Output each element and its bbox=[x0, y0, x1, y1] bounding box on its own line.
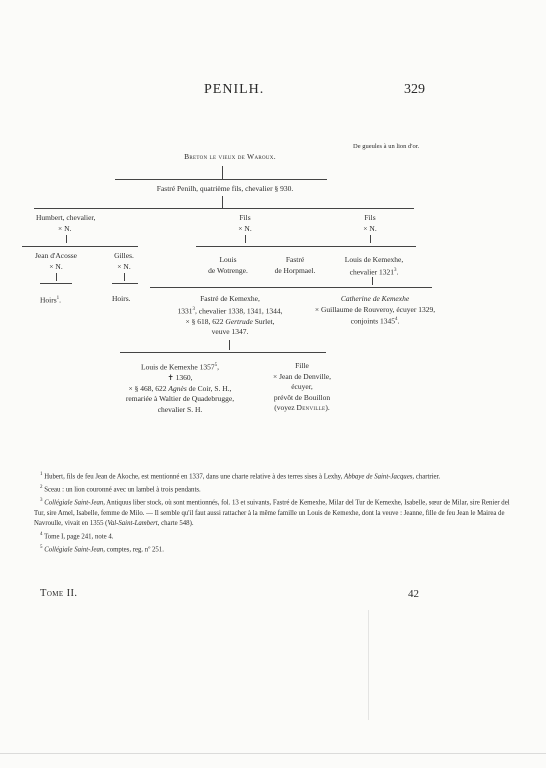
tree-line bbox=[196, 246, 332, 247]
fastre-h-name: Fastré bbox=[285, 255, 305, 264]
gilles-spouse: × N. bbox=[117, 261, 131, 271]
humbert-spouse: × N. bbox=[58, 223, 72, 233]
fastre-k-dates: 1331$^3$, chevalier 1338, 1341, 1344, bbox=[177, 306, 283, 315]
tree-line bbox=[115, 179, 327, 180]
scan-edge bbox=[0, 753, 546, 754]
louis-wotrenge bbox=[198, 255, 258, 276]
fils-a bbox=[215, 213, 275, 234]
tree-line bbox=[112, 283, 138, 284]
tree-line bbox=[22, 246, 138, 247]
louis-w-name: Louis bbox=[219, 255, 237, 264]
jean-acosse bbox=[20, 251, 92, 272]
fille-spouse: × Jean de Denville, bbox=[273, 371, 331, 381]
footnotes bbox=[34, 470, 520, 555]
fastre-kemexhe bbox=[150, 294, 310, 338]
louis-1357-spouse: × § 468, 622 Agnès de Coir, S. H., bbox=[128, 383, 232, 393]
fille-denville bbox=[254, 361, 350, 414]
volume-label: Tome II. bbox=[40, 588, 78, 599]
catherine-kemexhe bbox=[300, 294, 450, 327]
tree-line bbox=[330, 246, 416, 247]
tree-line bbox=[222, 166, 223, 180]
tree-line bbox=[66, 235, 67, 243]
gilles-name: Gilles. bbox=[114, 251, 134, 260]
fils-a-name: Fils bbox=[239, 213, 251, 222]
hoirs-jean: Hoirs$^1$. bbox=[40, 295, 62, 305]
footnote-1: $^1$ Hubert, fils de feu Jean de Akoche, est mentionné en 1337, dans une charte relative à des terres sises à Lexhy, Abbaye de Saint-Jacques, chartrier. bbox=[40, 472, 441, 481]
footnote-4: $^4$ Tome I, page 241, note 4. bbox=[40, 531, 114, 541]
fille-spouse-office: prévôt de Bouillon bbox=[273, 392, 331, 402]
humbert-name: Humbert, chevalier, bbox=[36, 213, 96, 222]
tree-line bbox=[372, 277, 373, 285]
tree-line bbox=[370, 235, 371, 243]
louis-1357-name: Louis de Kemexhe 1357$^5$, bbox=[141, 362, 219, 372]
hoirs-gilles: Hoirs. bbox=[112, 294, 131, 303]
louis-kemexhe-1357 bbox=[110, 361, 250, 415]
tree-line bbox=[40, 283, 72, 284]
jean-name: Jean d'Acosse bbox=[35, 251, 77, 260]
footnote-3: $^3$ Collégiale Saint-Jean, Antiquus liber stock, où sont mentionnés, fol. 13 et suivants, Fastré de Kemexhe, Milar del Tur de Kemexhe, Isabelle, sœur de Milar, sire Renier del Tur, sire Amel, Isabelle, femme de Milo. — Il semble qu'il faut aussi rattacher à la même famille un Louis de Kemexhe, dont la veuve : Jeanne, fille de feu Jean le Mairea de Navroulle, vivait en 1355 (Val-Saint-Lambert, charte 548). bbox=[34, 497, 510, 528]
louis-1357-remarriage: remariée à Waltier de Quadebrugge, bbox=[125, 394, 235, 403]
root-person: Breton le vieux de Waroux. bbox=[184, 152, 276, 161]
tree-line bbox=[56, 273, 57, 281]
running-title: PENILH. bbox=[204, 82, 265, 97]
fille-name: Fille bbox=[295, 361, 309, 370]
scan-artifact bbox=[368, 610, 369, 720]
page-number: 329 bbox=[404, 82, 425, 97]
louis-k-name: Louis de Kemexhe, bbox=[344, 255, 404, 264]
footnote-2: $^2$ Sceau : un lion couronné avec un lambel à trois pendants. bbox=[40, 484, 201, 494]
catherine-name: Catherine de Kemexhe bbox=[340, 294, 410, 303]
tree-line bbox=[150, 287, 432, 288]
louis-w-place: de Wotrenge. bbox=[208, 265, 248, 275]
tree-line bbox=[222, 196, 223, 208]
fils-a-spouse: × N. bbox=[238, 223, 252, 233]
tree-line bbox=[34, 208, 414, 209]
fille-cross-ref: (voyez Denville). bbox=[274, 403, 330, 412]
footnote-5: $^5$ Collégiale Saint-Jean, comptes, reg. nº 251. bbox=[40, 544, 164, 553]
blazon: De gueules à un lion d'or. bbox=[353, 143, 420, 150]
tree-line bbox=[120, 352, 326, 353]
louis-k-title: chevalier 1321$^3$. bbox=[349, 267, 399, 276]
fastre-k-name: Fastré de Kemexhe, bbox=[200, 294, 260, 303]
louis-1357-second-husband: chevalier S. H. bbox=[157, 404, 203, 414]
signature-mark: 42 bbox=[408, 588, 419, 600]
jean-spouse: × N. bbox=[49, 261, 63, 271]
louis-kemexhe-1321 bbox=[330, 255, 418, 278]
tree-line bbox=[229, 340, 230, 350]
tree-line bbox=[245, 235, 246, 243]
fastre-horpmael bbox=[262, 255, 328, 276]
gilles bbox=[104, 251, 144, 272]
fastre-k-widow: veuve 1347. bbox=[211, 327, 249, 336]
tree-line bbox=[124, 273, 125, 281]
fils-b bbox=[340, 213, 400, 234]
fille-spouse-title: écuyer, bbox=[291, 382, 313, 391]
gen1-person: Fastré Penilh, quatrième fils, chevalier § 930. bbox=[156, 184, 294, 193]
catherine-spouse: × Guillaume de Rouveroy, écuyer 1329, bbox=[314, 304, 436, 314]
humbert bbox=[36, 213, 95, 234]
fils-b-name: Fils bbox=[364, 213, 376, 222]
louis-1357-death: ✝ 1360, bbox=[167, 373, 193, 382]
fastre-k-spouse: × § 618, 622 Gertrude Surlet, bbox=[185, 316, 275, 326]
catherine-date: conjoints 1345$^4$. bbox=[350, 316, 400, 326]
fils-b-spouse: × N. bbox=[363, 223, 377, 233]
fastre-h-place: de Horpmael. bbox=[274, 265, 316, 275]
